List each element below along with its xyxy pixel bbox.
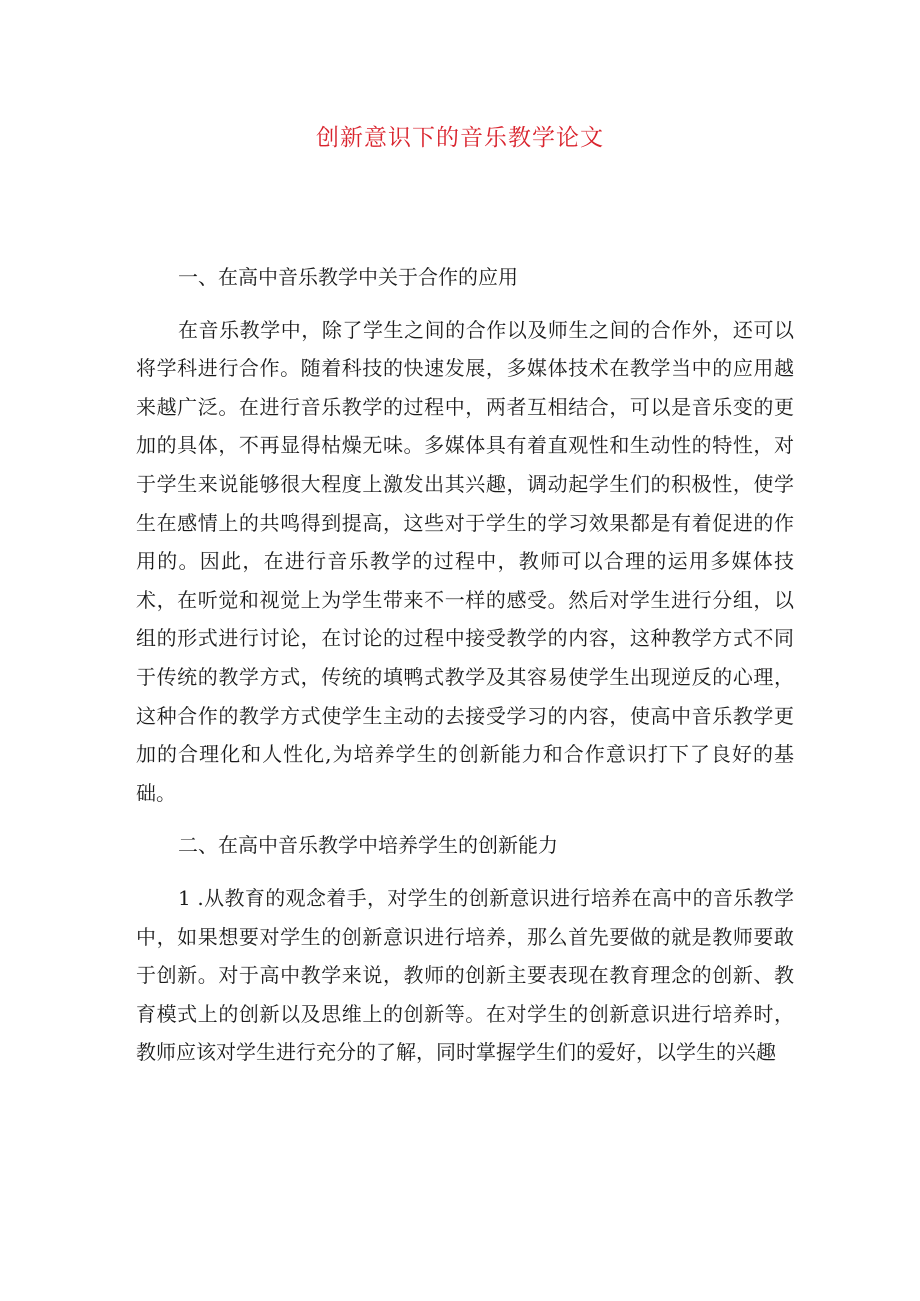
document-body	[136, 258, 794, 1086]
paragraph: 1 .从教育的观念着手，对学生的创新意识进行培养在高中的音乐教学中，如果想要对学生的创新意识进行培养，那么首先要做的就是教师要敢于创新。对于高中教学来说，教师的创新主要表现在教育理念的创新、教育模式上的创新以及思维上的创新等。在对学生的创新意识进行培养时，教师应该对学生进行充分的了解，同时掌握学生们的爱好，以学生的兴趣	[136, 885, 794, 1065]
section-heading-1: 一、在高中音乐教学中关于合作的应用	[178, 265, 518, 289]
section-heading-2: 二、在高中音乐教学中培养学生的创新能力	[178, 833, 558, 858]
paragraph: 在音乐教学中，除了学生之间的合作以及师生之间的合作外，还可以将学科进行合作。随着科技的快速发展，多媒体技术在教学当中的应用越来越广泛。在进行音乐教学的过程中，两者互相结合，可以是音乐变的更加的具体，不再显得枯燥无味。多媒体具有着直观性和生动性的特性，对于学生来说能够很大程度上激发出其兴趣，调动起学生们的积极性，使学生在感情上的共鸣得到提高，这些对于学生的学习效果都是有着促进的作用的。因此，在进行音乐教学的过程中，教师可以合理的运用多媒体技术，在听觉和视觉上为学生带来不一样的感受。然后对学生进行分组，以组的形式进行讨论，在讨论的过程中接受教学的内容，这种教学方式不同于传统的教学方式，传统的填鸭式教学及其容易使学生出现逆反的心理，这种合作的教学方式使学生主动的去接受学习的内容，使高中音乐教学更加的合理化和人性化,为培养学生的创新能力和合作意识打下了良好的基础。	[136, 317, 794, 805]
document-title: 创新意识下的音乐教学论文	[316, 125, 604, 151]
